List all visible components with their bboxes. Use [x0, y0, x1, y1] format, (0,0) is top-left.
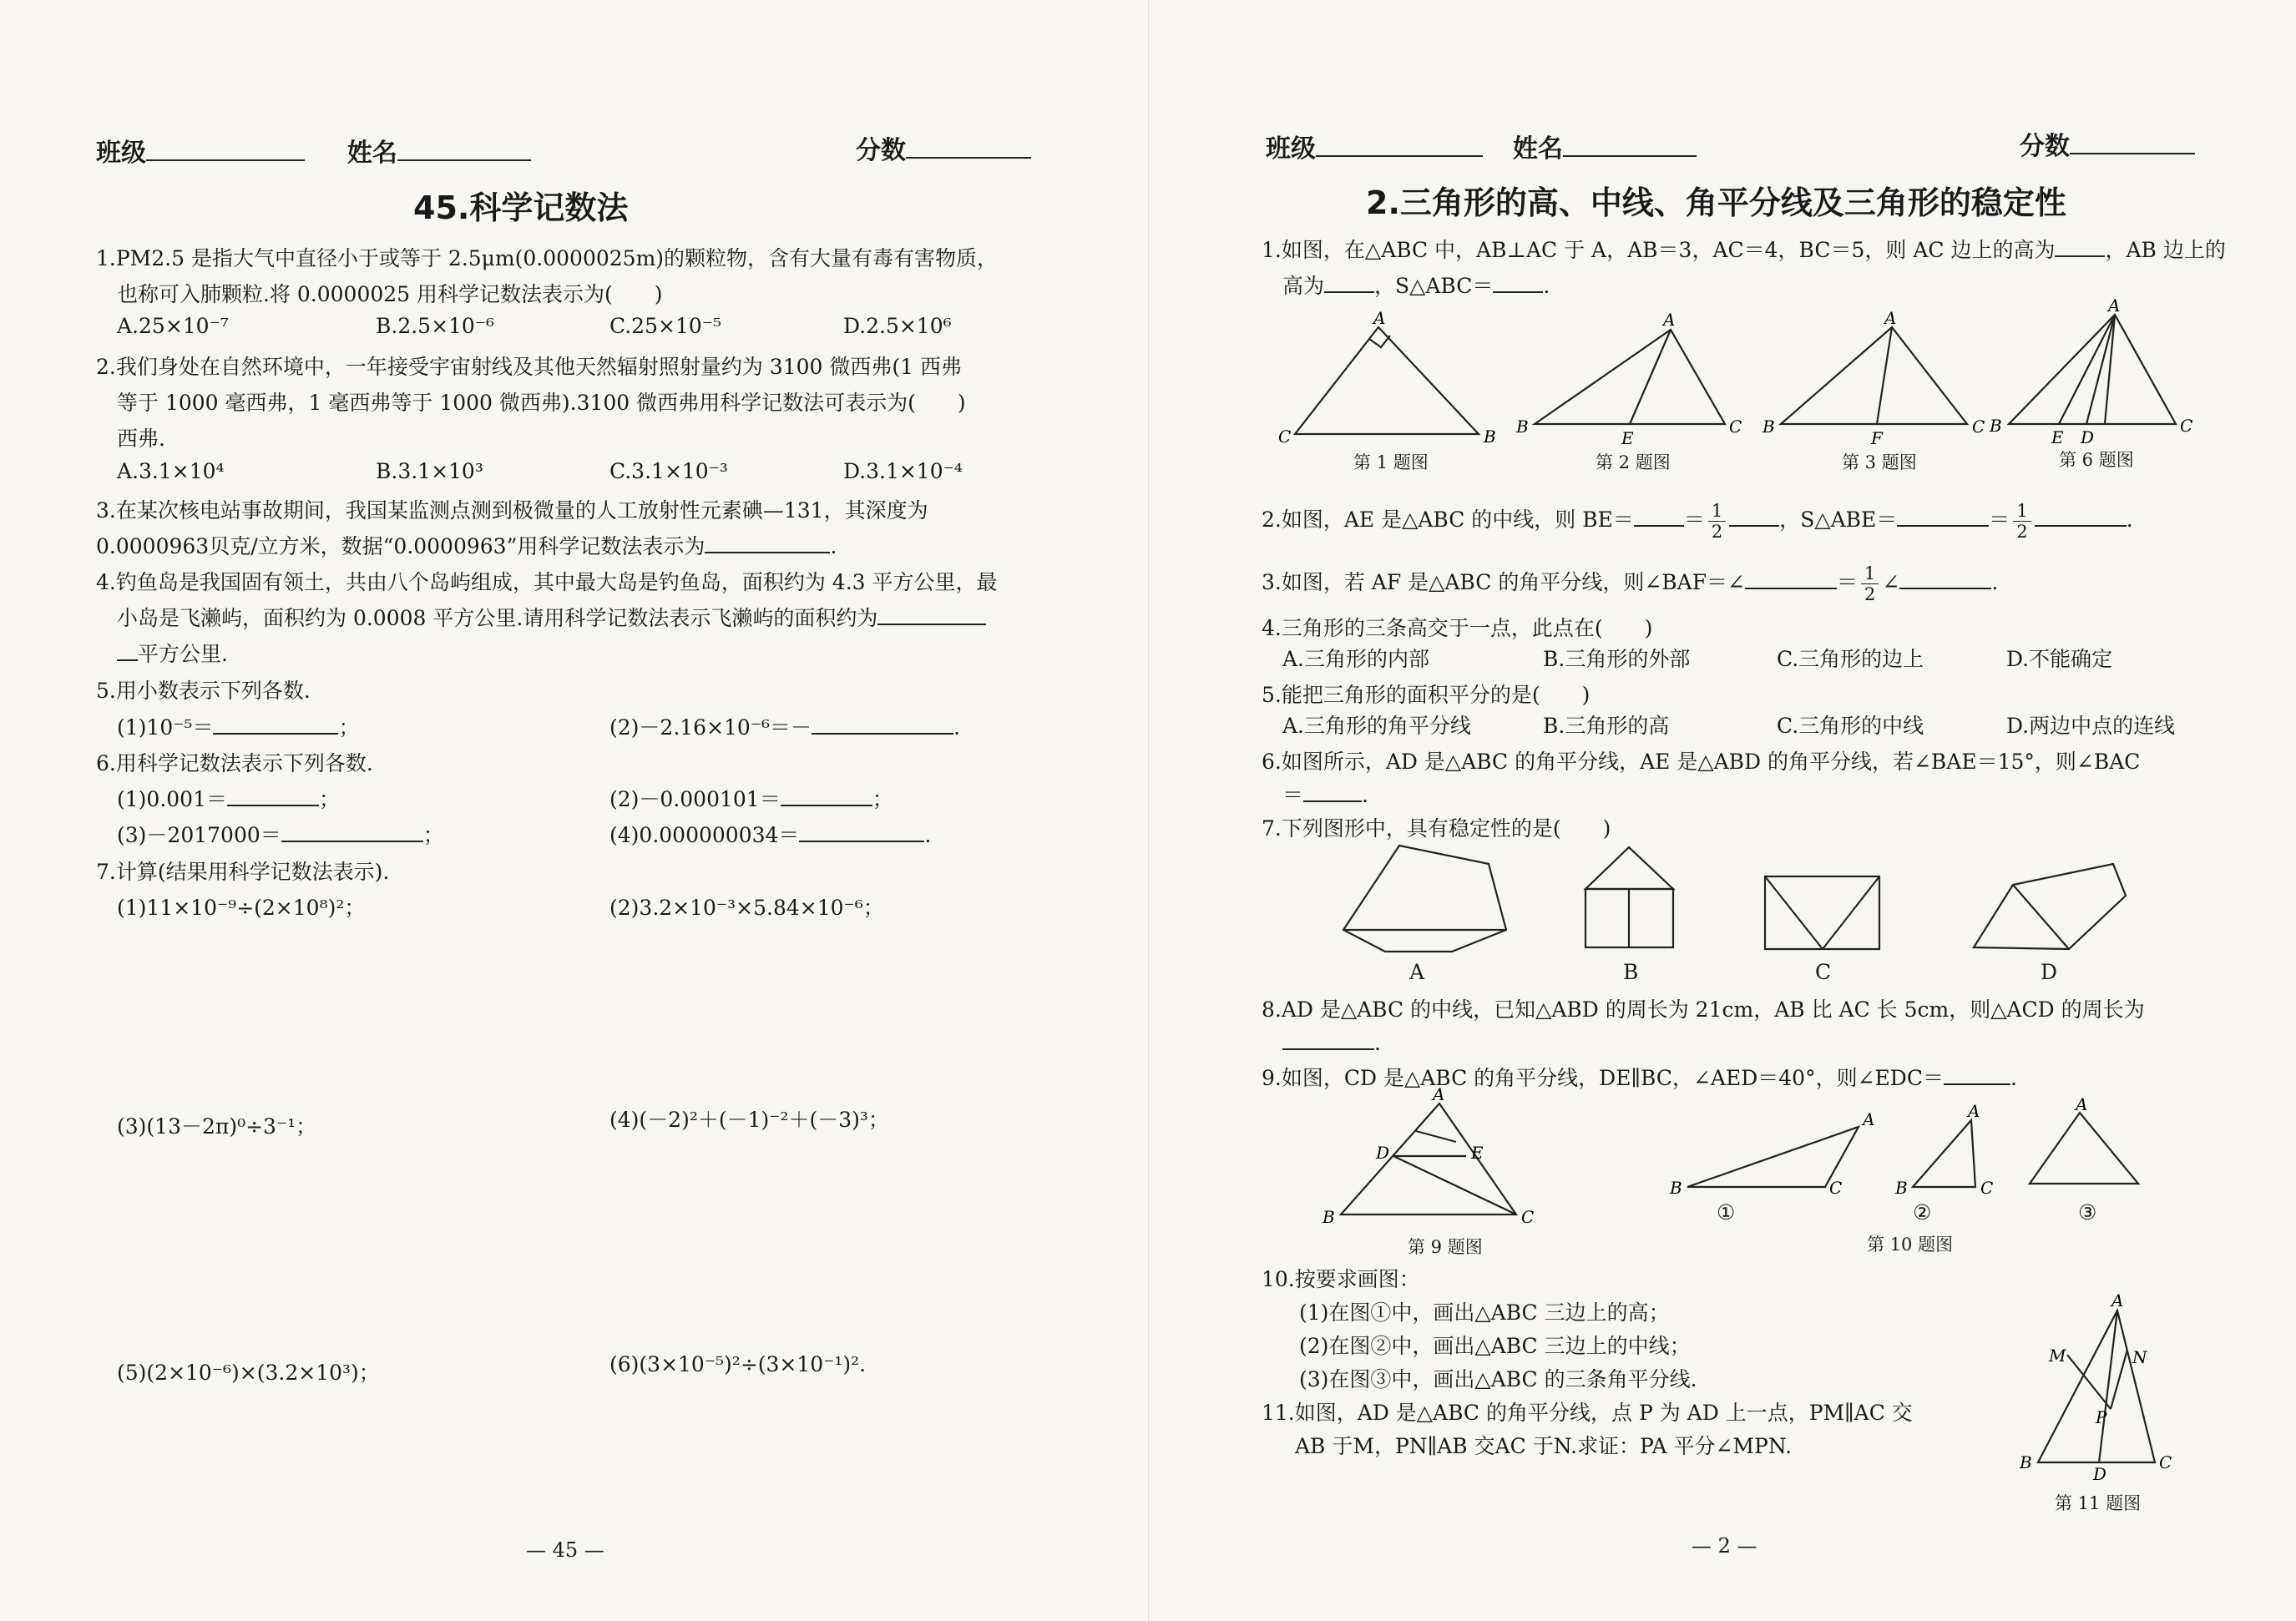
svg-text:A: A: [1884, 308, 1897, 328]
q10-part3: (3)在图③中，画出△ABC 的三条角平分线.: [1299, 1367, 1697, 1391]
q7-part6: (6)(3×10⁻⁵)²÷(3×10⁻¹)².: [609, 1352, 867, 1376]
svg-text:A: A: [2076, 1094, 2088, 1114]
score-blank: [906, 135, 1031, 159]
q4-text: 4.三角形的三条高交于一点，此点在( ): [1262, 616, 1653, 640]
q2-blank-3: [1897, 503, 1989, 527]
q7-part1: (1)11×10⁻⁹÷(2×10⁸)²；: [117, 896, 366, 920]
svg-text:M: M: [2049, 1346, 2066, 1366]
svg-text:C: C: [1980, 1178, 1994, 1198]
q6-line2: ＝ .: [1282, 779, 1368, 809]
figure-11: [2017, 1290, 2184, 1484]
class-blank: [1316, 134, 1483, 157]
figure-3: [1762, 308, 1988, 451]
svg-text:D: D: [2081, 427, 2095, 447]
figure-2-caption: 第 2 题图: [1596, 452, 1671, 472]
figure-9-caption: 第 9 题图: [1408, 1237, 1483, 1257]
q3-angle: ∠: [1882, 570, 1900, 594]
q6-part4: (4)0.000000034＝ .: [609, 819, 931, 849]
q9-text: 9.如图，CD 是△ABC 的角平分线，DE∥BC，∠AED＝40°，则∠EDC＝: [1262, 1066, 1944, 1090]
q1-line1: 1.PM2.5 是指大气中直径小于或等于 2.5μm(0.0000025m)的颗粒物，含有大量有毒有害物质，: [96, 246, 999, 270]
q7-figure-c: [1762, 872, 1888, 956]
svg-text:P: P: [2096, 1407, 2107, 1427]
q9-line: 9.如图，CD 是△ABC 的角平分线，DE∥BC，∠AED＝40°，则∠EDC＝ .: [1262, 1062, 2017, 1092]
score-label: 分数: [856, 136, 906, 165]
q7-part2: (2)3.2×10⁻³×5.84×10⁻⁶；: [609, 896, 884, 920]
q4-answer-blank: [877, 602, 986, 625]
svg-text:D: D: [2093, 1464, 2107, 1484]
q3-fraction: [1861, 563, 1879, 604]
q7-label-b: B: [1623, 960, 1639, 984]
q1-blank-area: [1493, 270, 1543, 293]
q6-line2-text: ＝: [1282, 783, 1304, 807]
q6-part1-text: (1)0.001＝: [117, 787, 227, 811]
svg-text:B: B: [2020, 1452, 2032, 1472]
q2-option-d: D.3.1×10⁻⁴: [843, 459, 963, 483]
q6-part1: (1)0.001＝ ；: [117, 783, 340, 813]
q5-part2: (2)－2.16×10⁻⁶＝－ .: [609, 711, 960, 741]
q1-option-d: D.2.5×10⁶: [843, 314, 952, 338]
q6-part1-blank: [227, 783, 319, 806]
page-number: — 2 —: [1692, 1534, 1757, 1558]
q6-part4-text: (4)0.000000034＝: [609, 823, 800, 847]
q6-part3-blank: [281, 819, 423, 842]
figure-9: [1316, 1084, 1550, 1235]
q6-blank: [1303, 779, 1362, 802]
q8-blank: [1282, 1027, 1374, 1050]
q2-eq: ＝: [1683, 508, 1705, 532]
figure-2: [1516, 310, 1742, 451]
q4-line3-text: 平方公里.: [138, 642, 228, 666]
name-blank: [1563, 134, 1697, 157]
q2-fraction-2: [2013, 501, 2030, 542]
q5-option-d: D.两边中点的连线: [2006, 714, 2176, 738]
q1-line2: 高为 ，S△ABC＝ .: [1282, 270, 1550, 300]
q6-part4-blank: [799, 819, 924, 842]
svg-text:E: E: [1471, 1143, 1484, 1163]
svg-text:B: B: [1895, 1178, 1908, 1198]
svg-text:A: A: [1663, 310, 1676, 330]
q8-line1: 8.AD 是△ABC 的中线，已知△ABD 的周长为 21cm，AB 比 AC 长 5cm，则△ACD 的周长为: [1262, 997, 2145, 1022]
svg-text:C: C: [1278, 427, 1292, 447]
q2-option-b: B.3.1×10³: [376, 459, 483, 483]
q2-option-c: C.3.1×10⁻³: [609, 459, 728, 483]
q5-option-a: A.三角形的角平分线: [1282, 714, 1472, 738]
q6-part3-text: (3)－2017000＝: [117, 823, 281, 847]
q2-text: 2.如图，AE 是△ABC 的中线，则 BE＝: [1262, 508, 1634, 532]
q1-line2b: ，S△ABC＝: [1374, 274, 1494, 298]
q7-figure-a: [1341, 843, 1520, 960]
q3-blank-1: [1745, 566, 1837, 589]
q6-part2-blank: [781, 783, 872, 806]
svg-text:B: B: [1484, 427, 1496, 447]
figure-1-caption: 第 1 题图: [1353, 452, 1429, 472]
q7-label-d: D: [2041, 960, 2058, 984]
q7-label-a: A: [1409, 960, 1425, 984]
q1-blank-ab-height: [1324, 270, 1374, 293]
class-label: 班级: [96, 139, 146, 168]
q3-answer-blank: [705, 530, 830, 553]
figure-10-label-3: ③: [2078, 1200, 2097, 1225]
score-label: 分数: [2020, 132, 2070, 161]
svg-text:A: A: [2108, 295, 2121, 316]
q1-line2: 也称可入肺颗粒.将 0.0000025 用科学记数法表示为( ): [117, 282, 663, 306]
q3-eq: ＝: [1837, 570, 1859, 594]
q5-option-b: B.三角形的高: [1543, 714, 1670, 738]
class-blank: [146, 138, 305, 161]
q6-part2: (2)－0.000101＝ ；: [609, 783, 893, 813]
q2-end: .: [2126, 508, 2133, 532]
q2-area-label: ，S△ABE＝: [1779, 508, 1898, 532]
svg-text:N: N: [2132, 1347, 2147, 1367]
q7-part3: (3)(13－2π)⁰÷3⁻¹；: [117, 1114, 317, 1139]
svg-text:B: B: [1670, 1178, 1682, 1198]
q3-line1: 3.在某次核电站事故期间，我国某监测点测到极微量的人工放射性元素碘—131，其深度为: [96, 498, 928, 523]
figure-10-caption: 第 10 题图: [1867, 1235, 1954, 1255]
q6-title: 6.用科学记数法表示下列各数.: [96, 751, 373, 775]
q10-part2: (2)在图②中，画出△ABC 三边上的中线；: [1299, 1334, 1691, 1358]
q4-answer-blank-cont: [117, 638, 138, 661]
q10-title: 10.按要求画图：: [1262, 1267, 1420, 1291]
q1-line1-text: 1.如图，在△ABC 中，AB⊥AC 于 A，AB＝3，AC＝4，BC＝5，则 AC 边上的高为: [1262, 238, 2056, 262]
q2-blank-4: [2035, 503, 2127, 527]
q4-option-d: D.不能确定: [2006, 647, 2113, 671]
q9-blank: [1944, 1062, 2010, 1085]
svg-text:B: B: [1762, 417, 1775, 437]
svg-text:C: C: [1521, 1207, 1535, 1227]
q2-eq2: ＝: [1989, 508, 2010, 532]
q2-line2: 等于 1000 毫西弗，1 毫西弗等于 1000 微西弗).3100 微西弗用科学记数法可表示为( ): [117, 391, 966, 415]
svg-text:C: C: [2180, 416, 2193, 436]
svg-text:B: B: [1516, 417, 1529, 437]
q2-line3: 西弗.: [117, 427, 165, 451]
q7-part4: (4)(－2)²＋(－1)⁻²＋(－3)³；: [609, 1108, 889, 1132]
q2-blank-2: [1729, 503, 1779, 527]
svg-text:C: C: [2159, 1452, 2172, 1472]
q4-line2: [117, 602, 986, 632]
q5-part2-blank: [812, 711, 953, 735]
q5-text: 5.能把三角形的面积平分的是( ): [1262, 683, 1591, 707]
svg-text:B: B: [1322, 1207, 1335, 1227]
figure-10-label-1: ①: [1717, 1200, 1736, 1225]
q7-figure-b: [1581, 843, 1690, 956]
q5-part2-text: (2)－2.16×10⁻⁶＝－: [609, 715, 812, 740]
q1-option-b: B.2.5×10⁻⁶: [376, 314, 495, 338]
q2-frac2-den: 2: [2016, 522, 2028, 542]
figure-11-caption: 第 11 题图: [2055, 1493, 2142, 1513]
right-page: [1148, 0, 2296, 1621]
q3-blank-2: [1899, 566, 1991, 589]
q4-line3: [117, 638, 228, 668]
page-number: — 45 —: [526, 1538, 604, 1562]
q7-label-c: C: [1815, 960, 1832, 984]
svg-text:D: D: [1376, 1143, 1390, 1163]
q5-part1-text: (1)10⁻⁵＝: [117, 715, 214, 740]
q3-end: .: [1991, 570, 1999, 594]
svg-text:C: C: [1829, 1178, 1843, 1198]
q3-line2-text: 0.0000963贝克/立方米，数据“0.0000963”用科学记数法表示为: [96, 534, 705, 558]
svg-text:F: F: [1871, 428, 1883, 448]
figure-1: [1278, 308, 1504, 451]
svg-text:A: A: [1968, 1101, 1980, 1121]
svg-text:B: B: [1990, 416, 2002, 436]
q3-frac-den: 2: [1864, 584, 1876, 604]
q3-text: 3.如图，若 AF 是△ABC 的角平分线，则∠BAF＝∠: [1262, 570, 1746, 594]
q1-blank-ac-height: [2055, 234, 2105, 257]
name-label: 姓名: [346, 139, 397, 168]
q4-option-c: C.三角形的边上: [1777, 647, 1924, 671]
q5-title: 5.用小数表示下列各数.: [96, 679, 311, 703]
q7-part5: (5)(2×10⁻⁶)×(3.2×10³)；: [117, 1361, 380, 1385]
q7-figure-d: [1971, 856, 2138, 956]
score-blank: [2070, 131, 2195, 154]
svg-text:C: C: [1729, 417, 1742, 437]
q1-line1: [1262, 234, 2226, 264]
left-score: [856, 129, 1031, 166]
q1-line2a: 高为: [1282, 274, 1325, 298]
q2-blank-1: [1634, 503, 1684, 527]
q1-line1-tail: ，AB 边上的: [2105, 238, 2226, 262]
q5-part1-blank: [213, 711, 338, 735]
q4-line1: 4.钓鱼岛是我国固有领土，共由八个岛屿组成，其中最大岛是钓鱼岛，面积约为 4.3 平方公里，最: [96, 570, 998, 594]
right-header: [1266, 128, 1697, 164]
name-blank: [397, 138, 531, 161]
q7-text: 7.下列图形中，具有稳定性的是( ): [1262, 816, 1611, 841]
q2-fraction: [1708, 501, 1726, 542]
q2-line1: 2.我们身处在自然环境中，一年接受宇宙射线及其他天然辐射照射量约为 3100 微西弗(1 西弗: [96, 355, 962, 379]
q11-line2: AB 于M，PN∥AB 交AC 于N.求证：PA 平分∠MPN.: [1295, 1434, 1793, 1458]
name-label: 姓名: [1512, 134, 1563, 164]
q8-line2: .: [1282, 1027, 1381, 1055]
q2-frac-num: 1: [1708, 501, 1726, 522]
q1-option-c: C.25×10⁻⁵: [609, 314, 721, 338]
q6-line1: 6.如图所示，AD 是△ABC 的角平分线，AE 是△ABD 的角平分线，若∠BAE＝15°，则∠BAC: [1262, 750, 2141, 774]
svg-text:C: C: [1972, 417, 1985, 437]
class-label: 班级: [1266, 134, 1316, 164]
q4-line2-text: 小岛是飞濑屿，面积约为 0.0008 平方公里.请用科学记数法表示飞濑屿的面积约为: [117, 606, 878, 630]
q3-frac-num: 1: [1861, 563, 1879, 584]
figure-6-caption: 第 6 题图: [2059, 450, 2134, 470]
q5-option-c: C.三角形的中线: [1777, 714, 1924, 738]
figure-6: [1988, 295, 2213, 447]
page-title: 45.科学记数法: [413, 189, 629, 226]
q2-line: [1262, 501, 2133, 542]
q3-line2: 0.0000963贝克/立方米，数据“0.0000963”用科学记数法表示为 .: [96, 530, 837, 560]
svg-text:E: E: [2051, 427, 2064, 447]
svg-text:A: A: [1433, 1084, 1445, 1104]
q5-part1: (1)10⁻⁵＝ ；: [117, 711, 359, 741]
q4-option-a: A.三角形的内部: [1282, 647, 1430, 671]
q1-option-a: A.25×10⁻⁷: [117, 314, 229, 338]
q2-option-a: A.3.1×10⁴: [117, 459, 225, 483]
page-title: 2.三角形的高、中线、角平分线及三角形的稳定性: [1366, 184, 2066, 221]
left-header: [96, 132, 531, 169]
q2-frac-den: 2: [1711, 522, 1723, 542]
q6-part3: (3)－2017000＝ ；: [117, 819, 444, 849]
svg-text:A: A: [2111, 1290, 2124, 1310]
q11-line1: 11.如图，AD 是△ABC 的角平分线，点 P 为 AD 上一点，PM∥AC 交: [1262, 1401, 1913, 1425]
figure-3-caption: 第 3 题图: [1842, 452, 1917, 472]
q7-title: 7.计算(结果用科学记数法表示).: [96, 860, 390, 884]
q10-part1: (1)在图①中，画出△ABC 三边上的高；: [1299, 1300, 1670, 1325]
right-score: [2020, 125, 2195, 162]
svg-text:A: A: [1373, 308, 1386, 328]
figure-10-label-2: ②: [1913, 1200, 1932, 1225]
q3-line: [1262, 563, 1998, 604]
q2-frac2-num: 1: [2013, 501, 2030, 522]
svg-text:E: E: [1621, 428, 1634, 448]
svg-text:A: A: [1863, 1109, 1875, 1129]
q4-option-b: B.三角形的外部: [1543, 647, 1691, 671]
q6-part2-text: (2)－0.000101＝: [609, 787, 781, 811]
